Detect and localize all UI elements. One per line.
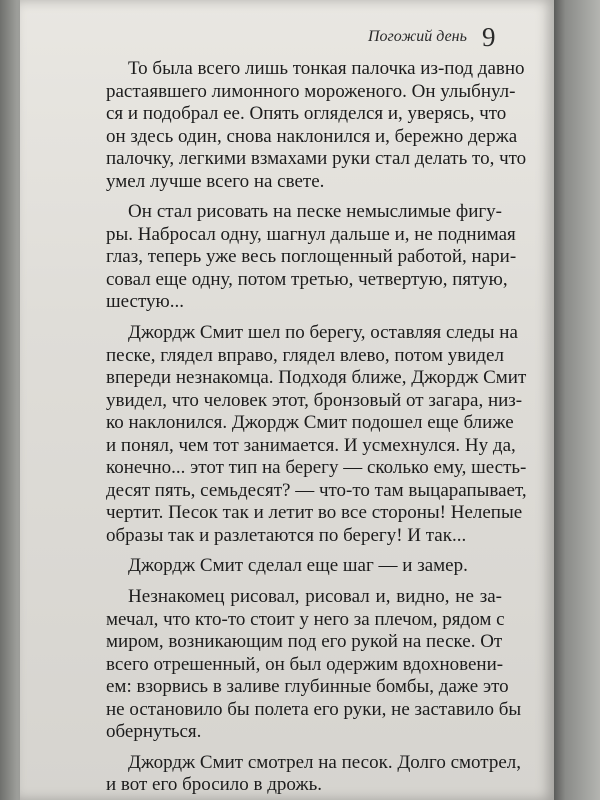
text-line: он здесь один, снова наклонился и, бережно держа: [106, 125, 518, 147]
text-line: конечно... этот тип на берегу — сколько ему, шесть-: [106, 457, 527, 479]
text-line: и понял, чем тот занимается. И усмехнулся. Ну да,: [106, 434, 516, 456]
text-line: совал еще одну, потом третью, четвертую, пятую,: [106, 268, 508, 290]
text-line: ся и подобрал ее. Опять огляделся и, уверясь, что: [106, 103, 507, 125]
text-line: десят пять, семьдесят? — что-то там выцарапывает,: [106, 479, 527, 501]
page-number: 9: [482, 22, 496, 52]
page-edge-background: [554, 0, 600, 800]
text-line: шестую...: [106, 291, 184, 313]
paragraph: [106, 201, 517, 314]
text-line: и вот его бросило в дрожь.: [106, 774, 322, 796]
text-line: песке, глядел вправо, глядел влево, потом увидел: [106, 344, 504, 366]
paragraph: [106, 322, 527, 547]
paragraph: [106, 586, 522, 744]
text-line: мечал, что кто-то стоит у него за плечом, рядом с: [106, 608, 505, 630]
paragraph: [106, 58, 527, 193]
text-line: То была всего лишь тонкая палочка из-под давно: [128, 58, 525, 79]
text-line: растаявшего лимонного мороженого. Он улыбнул-: [106, 80, 516, 102]
text-line: Джордж Смит сделал еще шаг — и замер.: [128, 555, 468, 577]
text-line: впереди незнакомца. Подходя ближе, Джордж Смит: [106, 367, 527, 389]
text-line: Незнакомец рисовал, рисовал и, видно, не за-: [128, 586, 502, 608]
text-line: обернуться.: [106, 721, 202, 743]
book-page: [20, 0, 554, 800]
text-line: ры. Набросал одну, шагнул дальше и, не поднимая: [106, 223, 516, 245]
text-line: ем: взорвись в заливе глубинные бомбы, даже это: [106, 676, 509, 698]
body-text: [106, 58, 527, 800]
text-line: ко наклонился. Джордж Смит подошел еще ближе: [106, 412, 514, 434]
text-line: Он стал рисовать на песке немыслимые фигу-: [128, 201, 502, 223]
text-line: образы так и разлетаются по берегу! И так...: [106, 524, 467, 546]
text-line: глаз, теперь уже весь поглощенный работой, нари-: [106, 246, 517, 268]
text-line: чертит. Песок так и летит во все стороны! Нелепые: [106, 502, 523, 524]
text-line: Джордж Смит шел по берегу, оставляя следы на: [128, 322, 518, 344]
text-line: умел лучше всего на свете.: [106, 170, 325, 192]
paragraph: [106, 751, 521, 797]
text-line: всего отрешенный, он был одержим вдохновени-: [106, 653, 504, 675]
text-line: миром, возникающим под его рукой на песке. От: [106, 631, 503, 653]
text-line: увидел, что человек этот, бронзовый от загара, низ-: [106, 389, 523, 411]
text-line: палочку, легкими взмахами руки стал делать то, что: [106, 148, 527, 170]
running-head-title: Погожий день: [368, 28, 467, 45]
text-line: не остановило бы полета его руки, не заставило бы: [106, 698, 522, 720]
running-head: [368, 22, 558, 52]
text-line: Джордж Смит смотрел на песок. Долго смотрел,: [128, 751, 521, 773]
paragraph: [106, 555, 502, 578]
